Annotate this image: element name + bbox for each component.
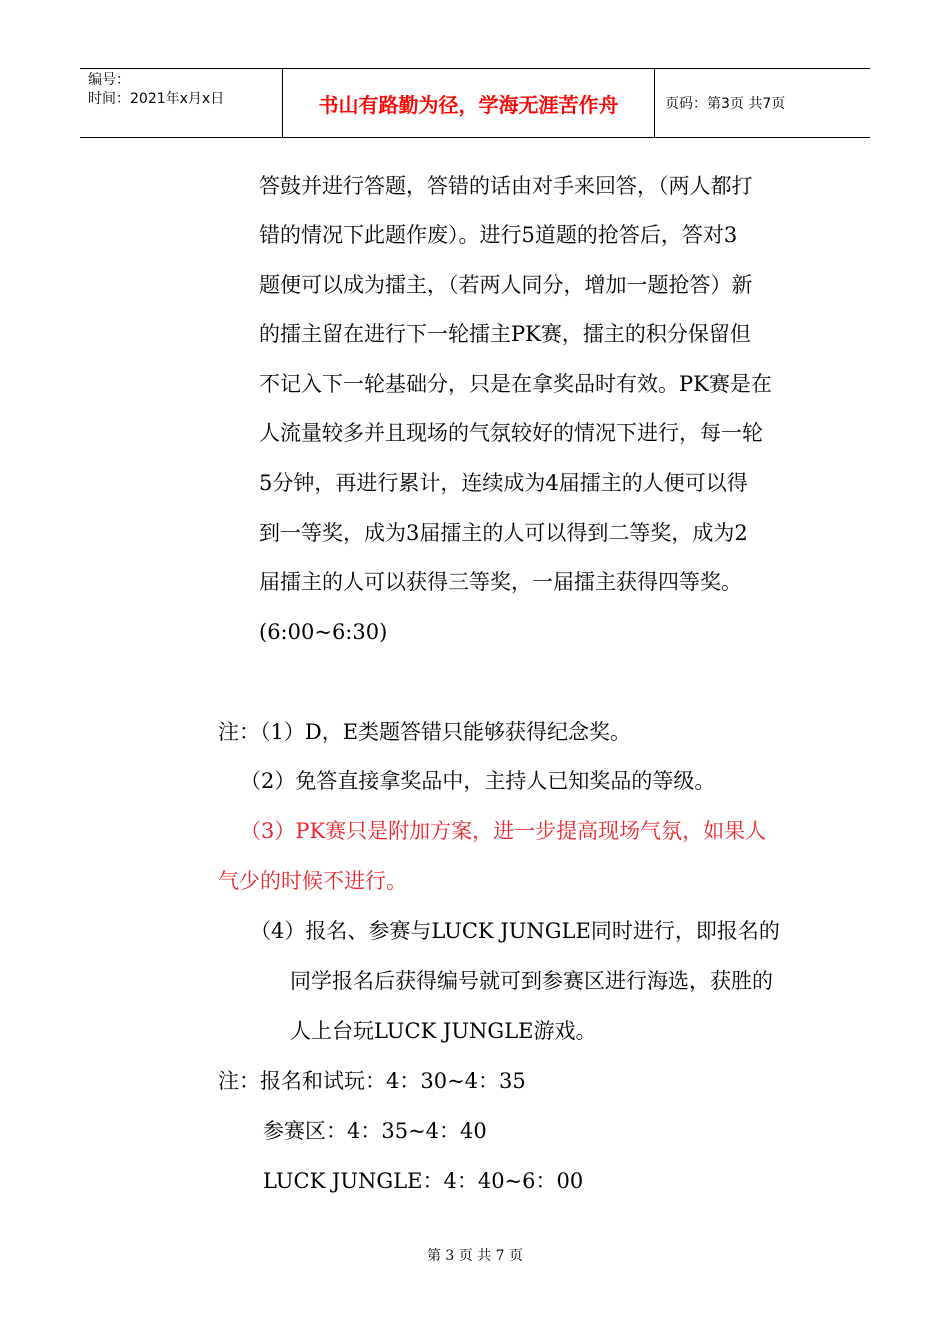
- paragraph-line: 不记入下一轮基础分，只是在拿奖品时有效。PK赛是在: [259, 372, 772, 396]
- schedule-competition-area: 参赛区：4：35~4：40: [263, 1119, 487, 1143]
- note-1: 注：（1）D，E类题答错只能够获得纪念奖。: [218, 720, 632, 744]
- paragraph-line: 5分钟，再进行累计，连续成为4届擂主的人便可以得: [259, 471, 748, 495]
- paragraph-line: 错的情况下此题作废）。进行5道题的抢答后，答对3: [259, 223, 738, 247]
- header-motto-cell: [283, 69, 655, 137]
- note-4-line-2: 同学报名后获得编号就可到参赛区进行海选，获胜的: [290, 969, 773, 993]
- header-page-info: 页码：第3页 共7页: [665, 96, 786, 112]
- schedule-signup: 注：报名和试玩：4：30~4：35: [218, 1069, 526, 1093]
- paragraph-line: 人流量较多并且现场的气氛较好的情况下进行，每一轮: [259, 421, 763, 445]
- paragraph-line: 届擂主的人可以获得三等奖，一届擂主获得四等奖。: [259, 570, 742, 594]
- schedule-luck-jungle: LUCK JUNGLE：4：40~6：00: [263, 1169, 584, 1193]
- document-time-label: 时间：2021年x月x日: [88, 91, 225, 107]
- paragraph-line: 答鼓并进行答题，答错的话由对手来回答，（两人都打: [259, 174, 753, 198]
- note-3-line-2: 气少的时候不进行。: [218, 869, 407, 893]
- paragraph-line: (6:00~6:30): [259, 620, 388, 644]
- page-header: [80, 68, 870, 138]
- header-meta: [80, 69, 283, 137]
- note-2: （2）免答直接拿奖品中，主持人已知奖品的等级。: [240, 769, 716, 793]
- paragraph-line: 的擂主留在进行下一轮擂主PK赛，擂主的积分保留但: [259, 322, 751, 346]
- note-4-line-3: 人上台玩LUCK JUNGLE游戏。: [290, 1019, 597, 1043]
- document-number-label: 编号：: [88, 72, 130, 88]
- paragraph-line: 题便可以成为擂主，（若两人同分，增加一题抢答）新: [259, 273, 753, 297]
- note-4-line-1: （4）报名、参赛与LUCK JUNGLE同时进行，即报名的: [250, 919, 780, 943]
- note-3-line-1: （3）PK赛只是附加方案，进一步提高现场气氛，如果人: [240, 819, 767, 843]
- header-motto: 书山有路勤为径，学海无涯苦作舟: [318, 92, 619, 117]
- paragraph-line: 到一等奖，成为3届擂主的人可以得到二等奖，成为2: [259, 521, 748, 545]
- page-footer: 第 3 页 共 7 页: [426, 1248, 524, 1264]
